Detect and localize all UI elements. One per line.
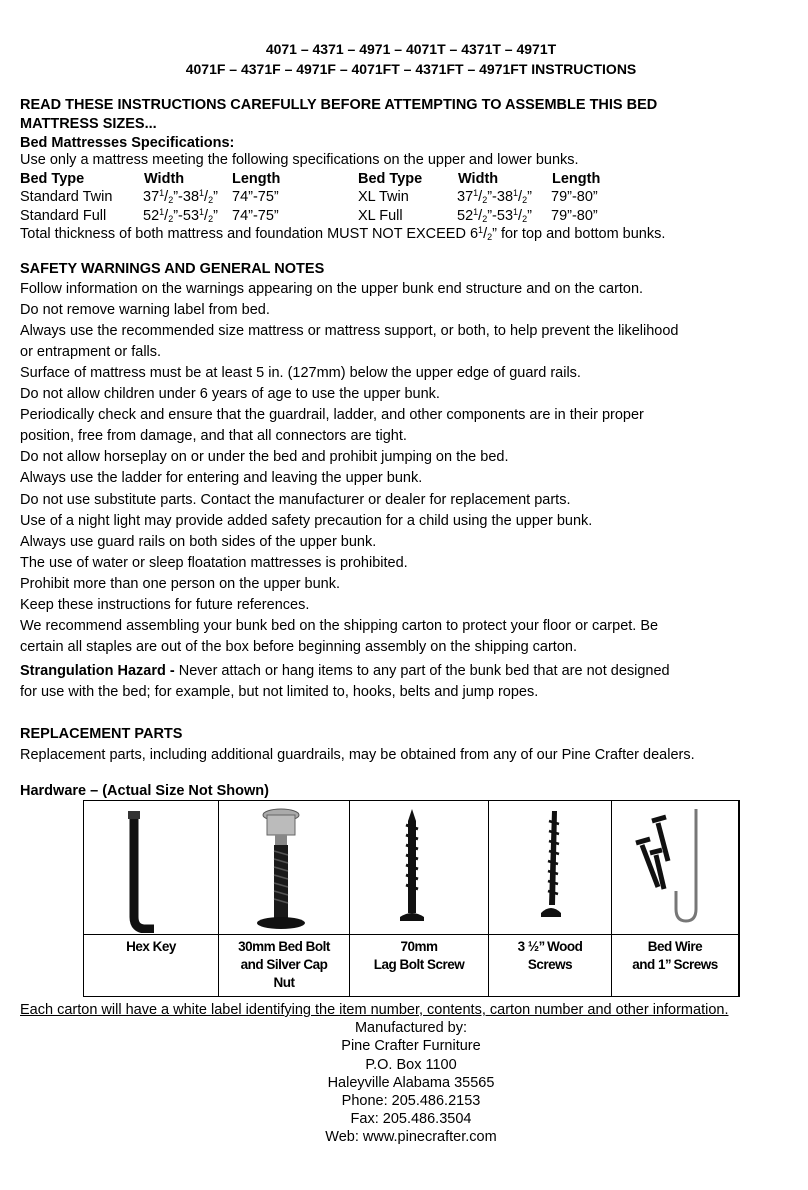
col-width-left: Width — [144, 171, 185, 187]
hardware-label: 30mm Bed Bolt and Silver Cap Nut — [238, 939, 330, 990]
col-bed-type-right: Bed Type — [358, 171, 423, 187]
carton-note: Each carton will have a white label identifying the item number, contents, carton number and other information. — [20, 1002, 729, 1018]
safety-note: We recommend assembling your bunk bed on the shipping carton to protect your floor or carpet. Be — [20, 617, 659, 634]
mattress-spec-heading: Bed Mattresses Specifications: — [20, 135, 235, 151]
safety-note: Periodically check and ensure that the guardrail, ladder, and other components are in their proper — [20, 407, 644, 424]
hardware-label: 3 ½’’ Wood Screws — [517, 939, 583, 972]
hex-key-icon — [84, 805, 218, 933]
read-notice-line-1: READ THESE INSTRUCTIONS CAREFULLY BEFORE ATTEMPTING TO ASSEMBLE THIS BED — [20, 97, 658, 113]
model-numbers-line-1: 4071 – 4371 – 4971 – 4071T – 4371T – 4971T — [265, 41, 557, 57]
bed-bolt-icon — [219, 805, 349, 933]
spec-row-type: Standard Full — [20, 208, 107, 224]
safety-note: Follow information on the warnings appearing on the upper bunk end structure and on the carton. — [20, 281, 644, 297]
wood-screw-icon — [489, 805, 611, 933]
spec-row-width: $52^1/_2”-53^1/_2$” — [143, 207, 218, 224]
spec-row-type: XL Full — [358, 208, 403, 224]
fax: Fax: 205.486.3504 — [350, 1111, 472, 1127]
col-width-right: Width — [458, 171, 499, 187]
safety-note: Surface of mattress must be at least 5 in. (127mm) below the upper edge of guard rails. — [20, 365, 581, 382]
safety-note: Prohibit more than one person on the upper bunk. — [20, 575, 341, 592]
hardware-row-divider — [84, 934, 739, 935]
hardware-label: 70mm Lag Bolt Screw — [373, 939, 465, 972]
hardware-item-bed-bolt — [219, 801, 350, 996]
safety-note: Do not remove warning label from bed. — [20, 302, 270, 319]
safety-note: Use of a night light may provide added safety precaution for a child using the upper bunk. — [20, 512, 593, 529]
mattress-spec-intro: Use only a mattress meeting the following specifications on the upper and lower bunks. — [20, 152, 579, 168]
col-length-left: Length — [232, 171, 281, 187]
safety-note: Do not allow horseplay on or under the bed and prohibit jumping on the bed. — [20, 449, 509, 466]
hardware-heading: Hardware – (Actual Size Not Shown) — [20, 783, 269, 799]
safety-note: The use of water or sleep floatation mattresses is prohibited. — [20, 554, 408, 571]
phone: Phone: 205.486.2153 — [341, 1093, 481, 1109]
spec-row-length: 79”-80” — [551, 189, 598, 205]
model-numbers-line-2: 4071F – 4371F – 4971F – 4071FT – 4371FT – 4971FT INSTRUCTIONS — [185, 61, 637, 77]
col-length-right: Length — [552, 171, 601, 187]
safety-note: certain all staples are out of the box before beginning assembly on the shipping carton. — [20, 638, 577, 655]
spec-row-width: $37^1/_2”-38^1/_2$” — [457, 188, 532, 205]
lag-bolt-icon — [350, 805, 488, 933]
hardware-label: Hex Key — [126, 939, 176, 954]
safety-note: Always use the ladder for entering and leaving the upper bunk. — [20, 470, 423, 487]
hardware-item-bed-wire — [612, 801, 739, 996]
spec-row-length: 74”-75” — [232, 189, 279, 205]
hardware-item-wood-screw — [489, 801, 612, 996]
spec-row-width: $52^1/_2”-53^1/_2$” — [457, 207, 532, 224]
strangulation-warning: Strangulation Hazard - Never attach or hang items to any part of the bunk bed that are not designed — [20, 663, 670, 679]
spec-row-width: $37^1/_2”-38^1/_2$” — [143, 188, 218, 205]
safety-note: Do not use substitute parts. Contact the manufacturer or dealer for replacement parts. — [20, 491, 571, 508]
mattress-thickness-note: Total thickness of both mattress and foundation MUST NOT EXCEED $6^1/_2$” for top and bottom bunks. — [20, 225, 666, 242]
company-name: Pine Crafter Furniture — [341, 1038, 481, 1054]
spec-row-length: 74”-75” — [232, 208, 279, 224]
hardware-item-hex-key — [84, 801, 219, 996]
hardware-item-lag-bolt — [350, 801, 489, 996]
col-bed-type-left: Bed Type — [20, 171, 85, 187]
safety-note: Always use guard rails on both sides of the upper bunk. — [20, 533, 377, 550]
hardware-label: Bed Wire and 1’’ Screws — [632, 939, 718, 972]
strangulation-warning-line-2: for use with the bed; for example, but not limited to, hooks, belts and jump ropes. — [20, 684, 539, 700]
replacement-text: Replacement parts, including additional guardrails, may be obtained from any of our Pine Crafter dealers. — [20, 747, 695, 763]
safety-note: position, free from damage, and that all connectors are tight. — [20, 428, 407, 445]
replacement-heading: REPLACEMENT PARTS — [20, 726, 183, 742]
spec-row-type: Standard Twin — [20, 189, 113, 205]
spec-row-type: XL Twin — [358, 189, 409, 205]
manufactured-by: Manufactured by: — [354, 1020, 468, 1036]
website-link[interactable]: Web: www.pinecrafter.com — [325, 1129, 497, 1145]
safety-note: Keep these instructions for future references. — [20, 596, 310, 613]
read-notice-line-2: MATTRESS SIZES... — [20, 116, 157, 132]
safety-note: Do not allow children under 6 years of age to use the upper bunk. — [20, 386, 440, 403]
city-state-zip: Haleyville Alabama 35565 — [327, 1075, 495, 1091]
safety-note: or entrapment or falls. — [20, 344, 162, 361]
po-box: P.O. Box 1100 — [365, 1057, 457, 1073]
safety-note: Always use the recommended size mattress or mattress support, or both, to help prevent the likelihood — [20, 323, 679, 340]
bed-wire-icon — [612, 805, 738, 933]
spec-row-length: 79”-80” — [551, 208, 598, 224]
hardware-table — [83, 800, 740, 997]
safety-heading: SAFETY WARNINGS AND GENERAL NOTES — [20, 261, 325, 277]
